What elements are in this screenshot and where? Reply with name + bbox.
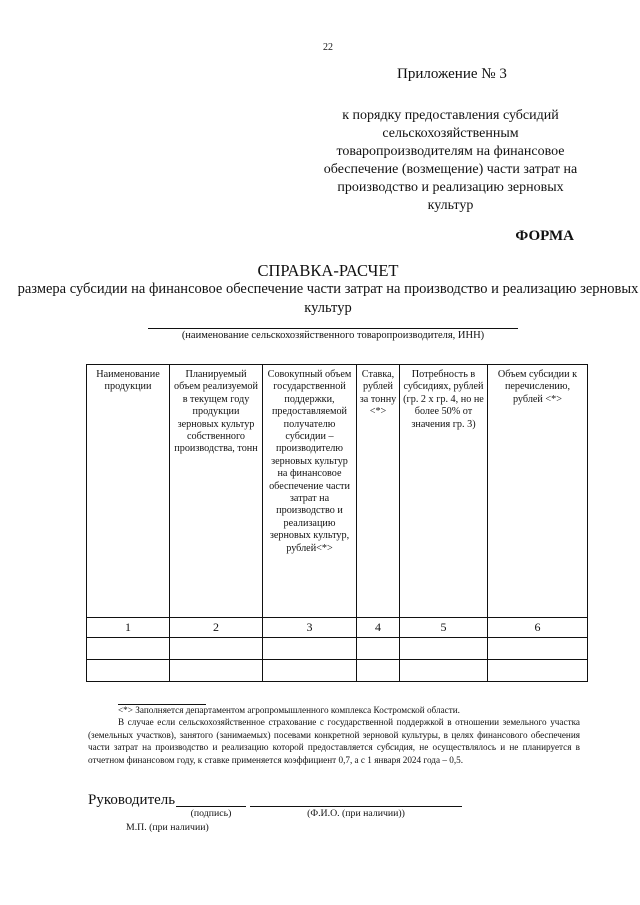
column-number: 3 — [263, 618, 357, 638]
signature-line — [176, 806, 246, 807]
column-number: 1 — [87, 618, 170, 638]
table-cell — [488, 638, 588, 660]
table-cell — [263, 638, 357, 660]
table-header-row — [87, 365, 588, 618]
producer-name-caption: (наименование сельскохозяйственного товаропроизводителя, ИНН) — [181, 330, 485, 341]
column-number: 6 — [488, 618, 588, 638]
page-number: 22 — [323, 42, 333, 53]
calculation-table — [86, 364, 588, 682]
table-cell — [488, 660, 588, 682]
form-label: ФОРМА — [515, 228, 574, 244]
table-cell — [263, 660, 357, 682]
table-column-numbers-row — [87, 618, 588, 638]
header-product-name: Наименование продукции — [87, 365, 170, 618]
fio-line — [250, 806, 462, 807]
header-subsidy-need: Потребность в субсидиях, рублей (гр. 2 х гр. 4, но не более 50% от значения гр. 3) — [400, 365, 488, 618]
table-row — [87, 660, 588, 682]
table-cell — [357, 660, 400, 682]
document-subtitle: размера субсидии на финансовое обеспечение части затрат на производство и реализацию зерновых культур — [17, 281, 639, 316]
appendix-subtitle: к порядку предоставления субсидий сельскохозяйственным товаропроизводителям на финансовое обеспечение (возмещение) части затрат на производство и реализацию зерновых культур — [323, 108, 578, 213]
table-cell — [400, 638, 488, 660]
column-number: 2 — [170, 618, 263, 638]
table-cell — [170, 660, 263, 682]
appendix-title: Приложение № 3 — [397, 66, 507, 82]
document-title: СПРАВКА-РАСЧЕТ — [257, 261, 399, 280]
header-total-support: Совокупный объем государственной поддержки, предоставляемой получателю субсидии – производителю зерновых культур на финансовое обеспечение части затрат на производство и реализацию зерновых культур, рублей<*> — [263, 365, 357, 618]
table-cell — [400, 660, 488, 682]
table-cell — [87, 638, 170, 660]
footnote-asterisk: <*> Заполняется департаментом агропромышленного комплекса Костромской области. — [118, 705, 460, 715]
header-rate: Ставка, рублей за тонну <*> — [357, 365, 400, 618]
table-cell — [87, 660, 170, 682]
header-planned-volume: Планируемый объем реализуемой в текущем году продукции зерновых культур собственного производства, тонн — [170, 365, 263, 618]
table-row — [87, 638, 588, 660]
footnote-insurance-coefficient: В случае если сельскохозяйственное страхование с государственной поддержкой в отношении земельного участка (земельных участков), занятого (занимаемых) посевами конкретной зерновой культуры, в целях финансового обеспечения части затрат на производство и реализацию которой предоставляется субсидия, не осуществлялось и не планируется в отчетном финансовом году, к ставке применяется коэффициент 0,7, а с 1 января 2024 года – 0,5. — [88, 717, 580, 765]
head-label: Руководитель — [88, 792, 176, 808]
column-number: 4 — [357, 618, 400, 638]
signature-caption: (подпись) — [190, 808, 232, 819]
seal-caption: М.П. (при наличии) — [126, 822, 209, 833]
header-subsidy-transfer: Объем субсидии к перечислению, рублей <*> — [488, 365, 588, 618]
column-number: 5 — [400, 618, 488, 638]
table-cell — [170, 638, 263, 660]
fio-caption: (Ф.И.О. (при наличии)) — [307, 808, 405, 819]
table-cell — [357, 638, 400, 660]
producer-name-line — [148, 328, 518, 329]
